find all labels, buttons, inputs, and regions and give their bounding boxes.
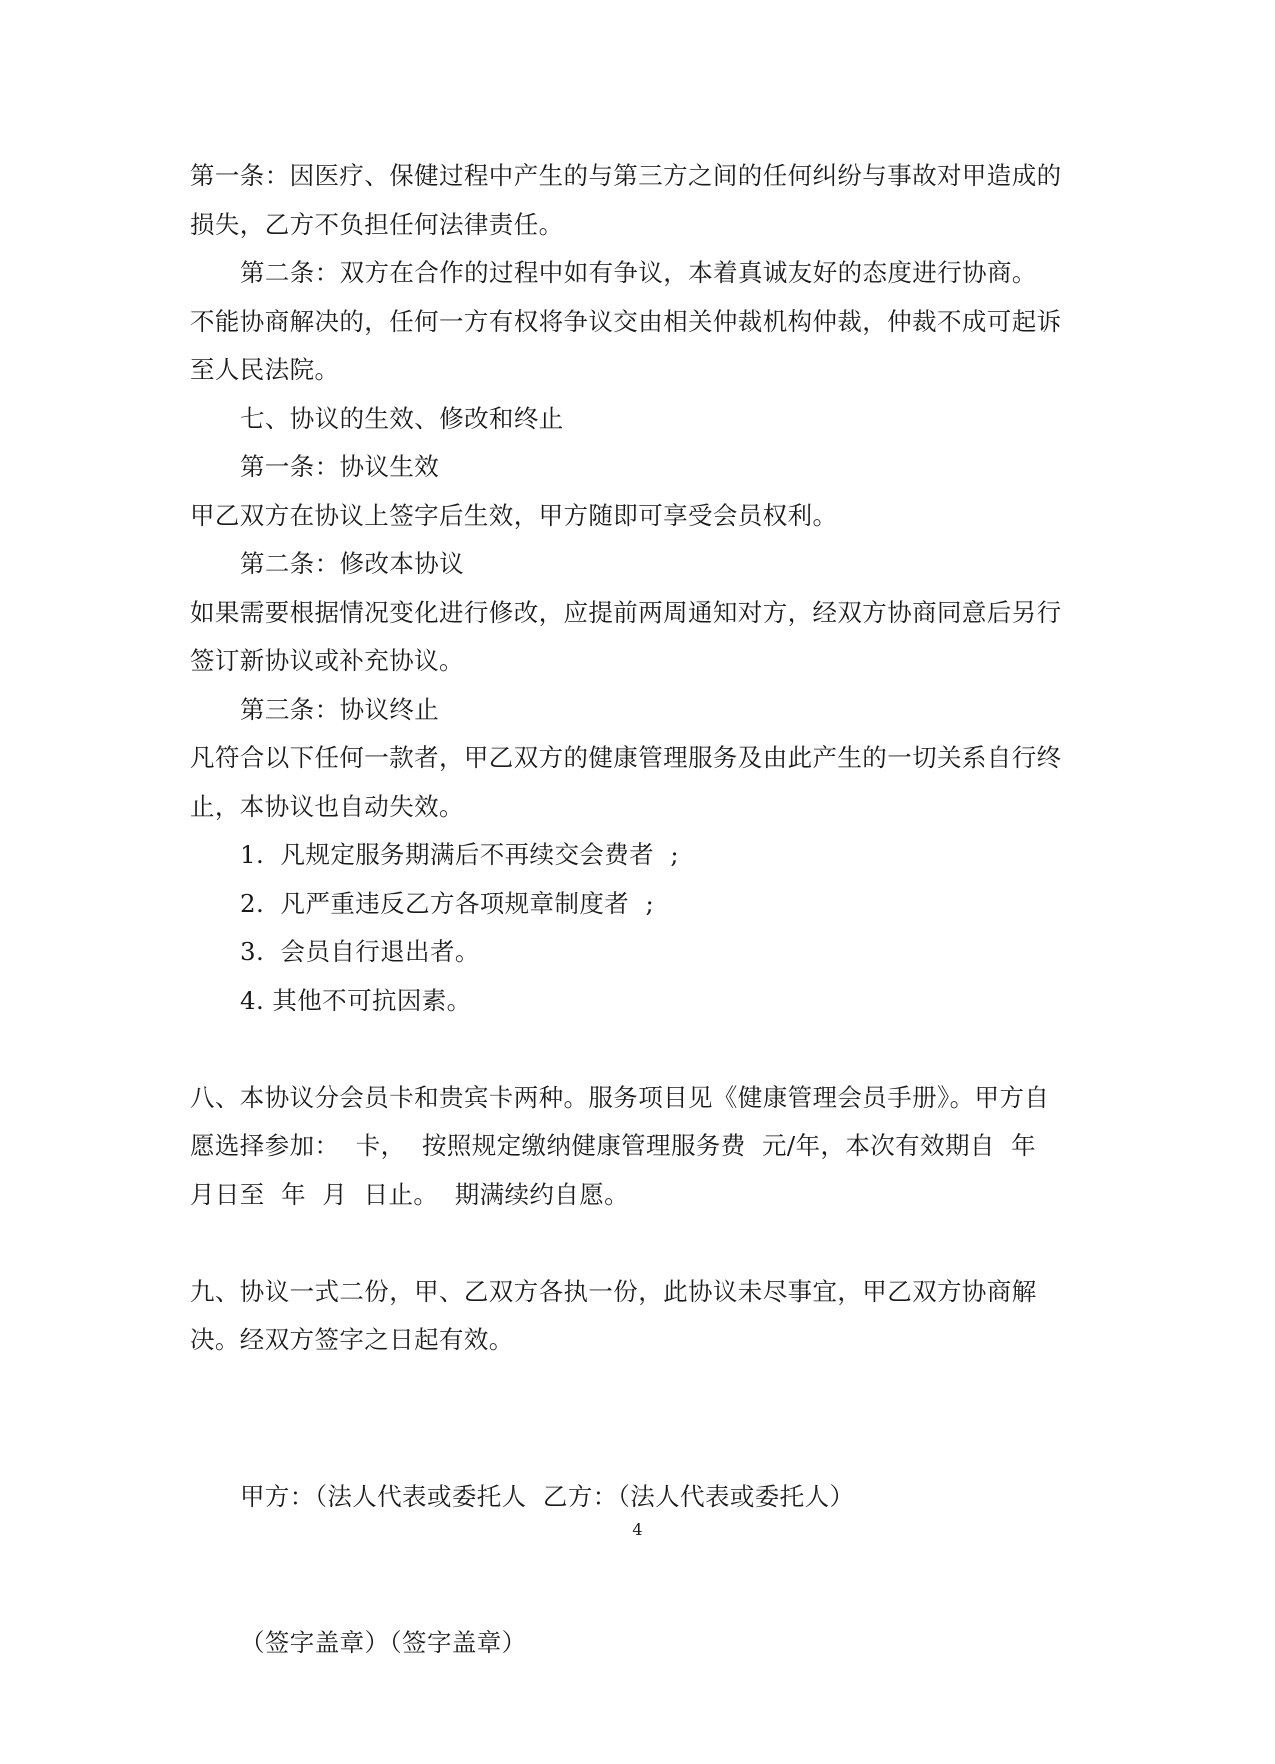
list-item: 4. 其他不可抗因素。 [240,985,472,1015]
paragraph-spacer [190,1219,1070,1268]
section-seven-heading: 七、协议的生效、修改和终止 [240,403,564,433]
effective-clause-text: 甲乙双方在协议上签字后生效，甲方随即可享受会员权利。 [190,500,838,530]
document-body [190,152,1070,1365]
section-eight-paragraph: 八、本协议分会员卡和贵宾卡两种。服务项目见《健康管理会员手册》。甲方自愿选择参加： 卡， 按照规定缴纳健康管理服务费 元/年，本次有效期自 年 月日至 年 月 日止。 期满续约自愿。 [190,1082,1053,1209]
termination-clause-text: 凡符合以下任何一款者，甲乙双方的健康管理服务及由此产生的一切关系自行终止，本协议也自动失效。 [190,743,1062,821]
termination-clause-heading: 第三条：协议终止 [240,694,440,724]
clause-2-continuation: 不能协商解决的，任何一方有权将争议交由相关仲裁机构仲裁，仲裁不成可起诉至人民法院。 [190,306,1062,384]
page-number: 4 [632,1520,643,1539]
clause-2-paragraph: 第二条：双方在合作的过程中如有争议，本着真诚友好的态度进行协商。 [240,258,1037,287]
signature-stamp-line: （签字盖章）（签字盖章） [240,1627,527,1657]
list-item: 2. 凡严重违反乙方各项规章制度者 ; [240,888,655,918]
amendment-clause-heading: 第二条：修改本协议 [240,549,465,578]
list-item: 1. 凡规定服务期满后不再续交会费者 ; [240,840,680,869]
list-item: 3. 会员自行退出者。 [240,937,480,966]
clause-1-paragraph: 第一条：因医疗、保健过程中产生的与第三方之间的任何纠纷与事故对甲造成的损失，乙方不负担任何法律责任。 [190,161,1062,239]
signature-parties-line: 甲方：（法人代表或委托人 乙方：（法人代表或委托人） [240,1482,855,1511]
effective-clause-heading: 第一条：协议生效 [240,452,440,481]
section-nine-paragraph: 九、协议一式二份，甲、乙双方各执一份，此协议未尽事宜，甲乙双方协商解决。经双方签字之日起有效。 [190,1276,1037,1354]
paragraph-spacer [190,1025,1070,1074]
signature-block [240,1376,854,1764]
amendment-clause-text: 如果需要根据情况变化进行修改，应提前两周通知对方，经双方协商同意后另行签订新协议或补充协议。 [190,597,1062,675]
